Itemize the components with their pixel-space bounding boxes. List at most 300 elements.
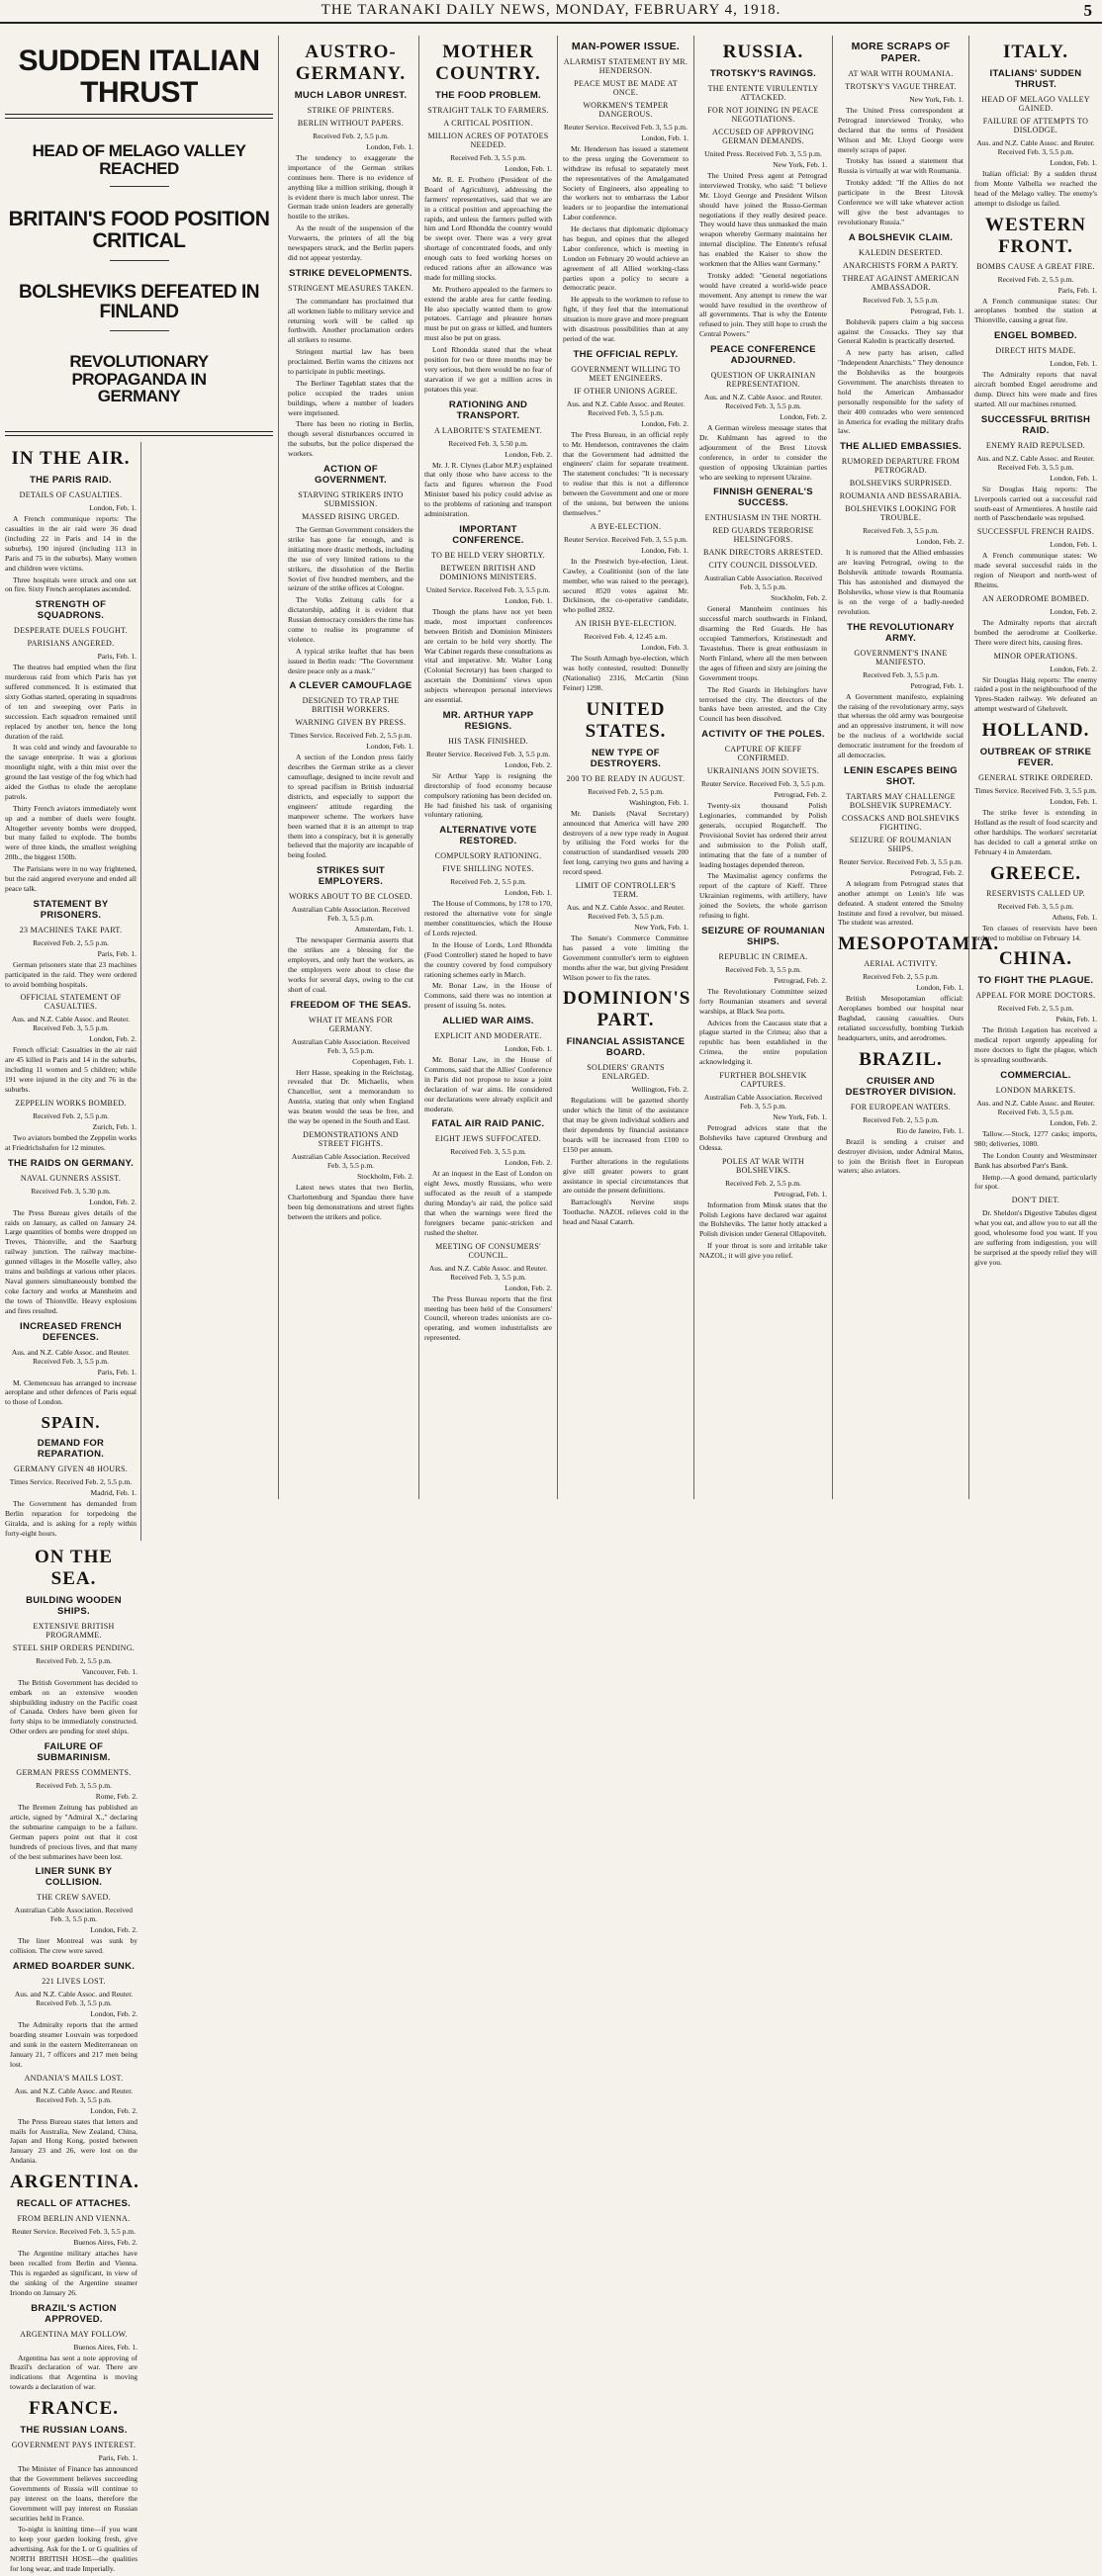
dateline: Athens, Feb. 1. xyxy=(1052,912,1097,922)
article-subhead: STRENGTH OF SQUADRONS. xyxy=(35,599,107,622)
article-subhead: FIVE SHILLING NOTES. xyxy=(442,864,534,874)
article-body: Mr. R. E. Prothero (President of the Board of Agriculture), addressing the farmers' representatives, said that we are in a critical position and approaching the rapids, and unless the farmers pulled with him and Lord Rhondda the country would be swept over. There was a very great shortage of concentrated foods, and only enough oats to feed working horses on reduced rations after an allowance was made for milling stocks. xyxy=(424,175,552,282)
dateline: London, Feb. 2. xyxy=(1050,606,1097,616)
article-body: The Revolutionary Committee seized forty Roumanian steamers and several warships, at Black Sea ports. xyxy=(699,986,827,1016)
article-body: Further alterations in the regulations give still greater powers to grant assistance in special circumstances that are outside the present definitions. xyxy=(563,1156,689,1196)
article-body: There has been no rioting in Berlin, though several disturbances occurred in the suburbs, but the police dispersed the workers. xyxy=(288,419,413,459)
article-body: M. Clemenceau has arranged to increase aeroplane and other defences of Paris equal to those of London. xyxy=(5,1377,137,1407)
article-subhead: ANDANIA'S MAILS LOST. xyxy=(24,2073,124,2083)
page-number: 5 xyxy=(1083,1,1092,20)
article-title: MOTHER COUNTRY. xyxy=(435,42,541,84)
article-title: ALTERNATIVE VOTE RESTORED. xyxy=(439,825,537,847)
article-subhead: COSSACKS AND BOLSHEVIKS FIGHTING. xyxy=(842,813,960,832)
article-body: Brazil is sending a cruiser and destroyer division, under Admiral Matos, to join the British fleet in European waters; also aviators. xyxy=(838,1136,964,1176)
column-scraps-of-paper xyxy=(833,36,1000,1499)
article-subhead: ITALIANS' SUDDEN THRUST. xyxy=(989,68,1082,90)
article-subhead: ROUMANIA AND BESSARABIA. xyxy=(839,491,963,501)
article-subhead: REPUBLIC IN CRIMEA. xyxy=(718,951,808,961)
article-body: Three hospitals were struck and one set on fire. Sixty French aeroplanes ascended. xyxy=(5,575,137,594)
article-subhead: SUCCESSFUL FRENCH RAIDS. xyxy=(976,527,1095,537)
article-body: The United Press correspondent at Petrograd interviewed Trotsky, who declared that the terms of President Wilson and Mr. Lloyd George were merely scraps of paper. xyxy=(838,106,964,154)
article-body: Italian official: By a sudden thrust from Monte Valbella we reached the head of the Melago valley. The enemy's attempt to dislodge us failed. xyxy=(974,169,1097,208)
dateline: London, Feb. 2. xyxy=(89,1034,137,1044)
credit-line: Received Feb. 3, 5.5 p.m. xyxy=(863,295,939,305)
article-body: Thirty French aviators immediately went up and a number of duels were fought. Altogether seventy bombs were dropped, but many failed to explode. The bombs were of three kinds, the smallest weighing 20lb., the biggest 150lb. xyxy=(5,803,137,862)
dateline: Petrograd, Feb. 2. xyxy=(774,975,827,985)
article-body: A telegram from Petrograd states that another attempt on Lenin's life was defeated. A student entered the Smolny Institute and fired a revolver, but missed. The student was arrested. xyxy=(838,878,964,928)
credit-line: Aus. and N.Z. Cable Assoc. and Reuter. Received Feb. 3, 5.5 p.m. xyxy=(566,902,686,921)
dateline: Petrograd, Feb. 1. xyxy=(910,680,964,690)
dateline: London, Feb. 3. xyxy=(641,643,689,653)
article-subhead: THE CREW SAVED. xyxy=(37,1893,111,1903)
article-title: WESTERN FRONT. xyxy=(984,214,1087,257)
article-subhead: RED GUARDS TERRORISE HELSINGFORS. xyxy=(712,526,814,545)
dateline: Paris, Feb. 1. xyxy=(97,652,137,662)
dateline: Pekin, Feb. 1. xyxy=(1056,1015,1097,1024)
article-subhead: ACCUSED OF APPROVING GERMAN DEMANDS. xyxy=(712,128,814,145)
article-subhead: GOVERNMENT PAYS INTEREST. xyxy=(11,2441,137,2450)
article-subhead: TROTSKY'S RAVINGS. xyxy=(709,68,817,79)
article-subhead: TO FIGHT THE PLAGUE. xyxy=(977,975,1094,987)
credit-line: Times Service. Received Feb. 2, 5.5 p.m. xyxy=(289,731,413,741)
column-1 xyxy=(0,36,279,2574)
article-body: Stringent martial law has been proclaimed. Berlin warns the citizens not to participate in public meetings. xyxy=(288,347,413,377)
article-subhead: DIRECT HITS MADE. xyxy=(995,346,1076,356)
article-body: The Admiralty reports that aircraft bombed the aerodrome at Coolkerke. There were direct hits, causing fires. xyxy=(974,617,1097,647)
advertisement: To-night is knitting time—if you want to keep your garden looking fresh, give advertising. Ask for the L or G qualities of NORTH BRITISH HOSE—the qualities for long wear, and trade Imperially. xyxy=(10,2525,138,2574)
dateline: Paris, Feb. 1. xyxy=(97,1367,137,1377)
article-body: The South Armagh bye-election, which was hotly contested, resulted: Donnelly (Nationalist) 2316, McCartin (Sinn Feiner) 1298. xyxy=(563,654,689,692)
article-subhead: EXPLICIT AND MODERATE. xyxy=(434,1031,542,1041)
article-body: At an inquest in the East of London on eight Jews, mostly Russians, who were suffocated as the result of a stampede during Monday's air raid, the police said that when the warnings were fired the foreigners became panic-stricken and rushed the shelter. xyxy=(424,1169,552,1237)
headline-3: BRITAIN'S FOOD POSITION CRITICAL xyxy=(8,207,270,252)
article-subhead: ALARMIST STATEMENT BY MR. HENDERSON. xyxy=(563,57,689,75)
article-subhead: ARGENTINA MAY FOLLOW. xyxy=(20,2329,128,2339)
credit-line: Received Feb. 2, 5.5 p.m. xyxy=(450,877,526,887)
credit-line: Received Feb. 2, 5.5 p.m. xyxy=(33,1110,109,1120)
article-title: AUSTRO-GERMANY. xyxy=(295,42,407,84)
dateline: London, Feb. 1. xyxy=(89,503,137,513)
dateline: Petrograd, Feb. 2. xyxy=(910,867,964,877)
divider xyxy=(110,186,169,187)
article-subhead: 23 MACHINES TAKE PART. xyxy=(19,925,123,934)
credit-line: Received Feb. 2, 5.5 p.m. xyxy=(33,937,109,947)
article-body: Hemp.—A good demand, particularly for spot. xyxy=(974,1172,1097,1192)
dateline: London, Feb. 1. xyxy=(1050,473,1097,483)
article-body: Petrograd advices state that the Bolsheviks have captured Orenburg and Odessa. xyxy=(699,1122,827,1152)
article-title: LENIN ESCAPES BEING SHOT. xyxy=(844,764,958,787)
masthead xyxy=(0,0,1102,24)
advertisement: Dr. Sheldon's Digestive Tabules digest what you eat, and allow you to eat all the good, wholesome food you want. If you are suffering from indigestion, you will be surprised at the speedy relief they will give you. xyxy=(974,1208,1097,1267)
article-subhead: BETWEEN BRITISH AND DOMINIONS MINISTERS. xyxy=(439,563,537,581)
article-subhead: 200 TO BE READY IN AUGUST. xyxy=(566,773,686,783)
article-title: INCREASED FRENCH DEFENCES. xyxy=(20,1320,122,1343)
credit-line: Received Feb. 2, 5.5 p.m. xyxy=(997,1004,1074,1014)
credit-line: United Press. Received Feb. 3, 5.5 p.m. xyxy=(704,149,822,158)
article-body: The Press Bureau reports that the first meeting has been held of the Consumers' Council, whereon trades unionists are co-operating, and women industrialists are represented. xyxy=(424,1293,552,1343)
article-body: Mr. Henderson has issued a statement to the press urging the Government to withdraw its refusal to separately meet the representatives of the Amalgamated Society of Engineers, also appealing to the workers not to embarrass the Labor leaders or to jeopardise the international Labor conference. xyxy=(563,144,689,222)
column-russia xyxy=(694,36,833,1499)
credit-line: Received Feb. 2, 5.5 p.m. xyxy=(36,1655,112,1665)
article-title: STATEMENT BY PRISONERS. xyxy=(33,898,109,921)
article-subhead: RESERVISTS CALLED UP. xyxy=(986,888,1085,898)
article-subhead: GOVERNMENT WILLING TO MEET ENGINEERS. xyxy=(571,364,681,383)
divider xyxy=(110,330,169,331)
article-subhead: DEMONSTRATIONS AND STREET FIGHTS. xyxy=(303,1129,399,1148)
article-subhead: MINOR OPERATIONS. xyxy=(993,651,1078,661)
article-title: STRIKE DEVELOPMENTS. xyxy=(289,267,413,279)
article-subhead: BOLSHEVIKS SURPRISED. xyxy=(849,479,953,489)
article-title: OFFICIAL STATEMENT OF CASUALTIES. xyxy=(20,993,122,1012)
dateline: London, Feb. 2. xyxy=(505,1158,552,1168)
article-subhead: SOLDIERS' GRANTS ENLARGED. xyxy=(587,1063,665,1082)
article-body: The Minister of Finance has announced that the Government believes succeeding Governments of Russia will continue to pay interest on the loans, therefore the Government will pay interest on Russian securities held in France. xyxy=(10,2464,138,2523)
article-title: MAN-POWER ISSUE. xyxy=(571,41,681,52)
credit-line: Received Feb. 2, 5.5 p.m. xyxy=(313,132,389,140)
article-subhead: LONDON MARKETS. xyxy=(995,1085,1076,1095)
dateline: New York, Feb. 1. xyxy=(773,160,827,169)
article-subhead: A CRITICAL POSITION. xyxy=(443,119,533,128)
article-subhead: GOVERNMENT'S INANE MANIFESTO. xyxy=(854,648,948,666)
article-subhead: THE RUSSIAN LOANS. xyxy=(20,2425,128,2437)
article-body: Bolshevik papers claim a big success against the Cossacks. They say that General Kaledin is practically deserted. xyxy=(838,316,964,346)
credit-line: Aus. and N.Z. Cable Assoc. and Reuter. Received Feb. 3, 5.5 p.m. xyxy=(11,1015,131,1033)
article-subhead: TO BE HELD VERY SHORTLY. xyxy=(431,550,545,560)
article-title: CHINA. xyxy=(998,948,1073,970)
credit-line: Times Service. Received Feb. 2, 5.5 p.m. xyxy=(9,1477,133,1487)
article-title: A BOLSHEVIK CLAIM. xyxy=(848,231,954,243)
main-headline: SUDDEN ITALIAN THRUST xyxy=(18,44,260,109)
credit-line: Aus. and N.Z. Cable Assoc. and Reuter. Received Feb. 3, 5.5 p.m. xyxy=(566,399,686,417)
dateline: London, Feb. 2. xyxy=(505,449,552,459)
article-title: ENGEL BOMBED. xyxy=(994,330,1077,342)
dateline: New York, Feb. 1. xyxy=(909,95,964,104)
article-body: As the result of the suspension of the Vorwaerts, the printers of all the big newspapers struck, and the Berlin papers did not appear yesterday. xyxy=(288,223,413,262)
article-body: The newspaper Germania asserts that the strikes are a blessing for the employers, and only hurt the workers, as the employers were about to close the works for several days, owing to the cut short of coal. xyxy=(288,935,413,994)
article-body: The House of Commons, by 178 to 170, restored the alternative vote for single member constituencies, which the House of Lords rejected. xyxy=(424,899,552,937)
credit-line: Reuter Service. Received Feb. 3, 5.5 p.m. xyxy=(564,123,688,132)
dateline: Petrograd, Feb. 1. xyxy=(910,306,964,315)
article-subhead: 221 LIVES LOST. xyxy=(42,1977,106,1987)
article-subhead: BOLSHEVIKS LOOKING FOR TROUBLE. xyxy=(845,504,957,523)
credit-line: Received Feb. 3, 5.5 p.m. xyxy=(863,669,939,679)
dateline: London, Feb. 1. xyxy=(505,164,552,173)
article-body: Sir Douglas Haig reports: The Liverpools carried out a successful raid south-east of Armentieres. A hostile raid north of Passchendaele was repulsed. xyxy=(974,484,1097,523)
article-body: Sir Douglas Haig reports: The enemy raided a post in the neighbourhood of the Ypres-Staden railway. We defeated an attempt westward of Gheluvelt. xyxy=(974,674,1097,714)
column-italy xyxy=(969,36,1102,1499)
subcolumn-air xyxy=(5,442,141,1541)
article-title: SEIZURE OF ROUMANIAN SHIPS. xyxy=(701,925,825,947)
article-subhead: ANARCHISTS FORM A PARTY. xyxy=(843,260,959,270)
article-title: SUCCESSFUL BRITISH RAID. xyxy=(980,413,1091,436)
article-subhead: MUCH LABOR UNREST. xyxy=(294,90,408,101)
article-subhead: DETAILS OF CASUALTIES. xyxy=(19,490,123,500)
article-body: Lord Rhondda stated that the wheat position for two or three months may be very serious, but there would be no fear of starvation if we got a million acres in potatoes this year. xyxy=(424,345,552,394)
article-body: The Admiralty reports that naval aircraft bombed Engel aerodrome and dump. Direct hits were made and fires started. All our machines returned. xyxy=(974,370,1097,408)
article-body: The Press Bureau states that letters and mails for Australia, New Zealand, China, Japan and Hong Kong, posted between January 23 and 26, were lost on the Andania. xyxy=(10,2116,138,2166)
dateline: New York, Feb. 1. xyxy=(773,1111,827,1121)
credit-line: Received Feb. 2, 5.5 p.m. xyxy=(588,786,664,796)
article-title: IN THE AIR. xyxy=(11,448,131,470)
article-subhead: TROTSKY'S VAGUE THREAT. xyxy=(845,82,957,91)
article-title: IMPORTANT CONFERENCE. xyxy=(452,523,524,546)
article-body: The Press Bureau, in an official reply to Mr. Henderson, contravenes the claim that the Government had admitted the engineers' claim for separate treatment. The statement concludes: "It is necessary to realise that this is not a difference between the Government and one or more of the unions, but between the unions themselves." xyxy=(563,429,689,517)
dateline: London, Feb. 1. xyxy=(641,133,689,142)
credit-line: Received Feb. 4, 12.45 a.m. xyxy=(584,632,668,642)
article-title: SPAIN. xyxy=(41,1413,101,1433)
article-subhead: DESPERATE DUELS FOUGHT. xyxy=(14,626,128,636)
credit-line: Reuter Service. Received Feb. 3, 5.5 p.m. xyxy=(839,856,963,866)
article-body: Two aviators bombed the Zeppelin works at Friedrichshafen for 12 minutes. xyxy=(5,1132,137,1152)
article-title: ARGENTINA. xyxy=(10,2172,139,2193)
article-title: BRAZIL. xyxy=(859,1048,943,1070)
credit-line: Australian Cable Association. Received Feb. 3, 5.5 p.m. xyxy=(291,1036,411,1055)
article-subhead: AN IRISH BYE-ELECTION. xyxy=(575,619,677,629)
article-body: The commandant has proclaimed that all workmen liable to military service and returning work will be called up forthwith. Another proclamation orders all strikers to resume. xyxy=(288,296,413,345)
article-subhead: THE FOOD PROBLEM. xyxy=(435,90,541,101)
dateline: London, Feb. 2. xyxy=(1050,664,1097,673)
article-title: COMMERCIAL. xyxy=(1000,1069,1071,1081)
article-title: THE RAIDS ON GERMANY. xyxy=(7,1157,135,1169)
article-subhead: RECALL OF ATTACHES. xyxy=(16,2198,132,2210)
article-title: FAILURE OF SUBMARINISM. xyxy=(37,1741,111,1764)
dateline: London, Feb. 1. xyxy=(505,595,552,605)
article-subhead: OUTBREAK OF STRIKE FEVER. xyxy=(979,747,1092,769)
credit-line: Australian Cable Association. Received Feb. 3, 5.5 p.m. xyxy=(703,574,823,592)
article-body: The strike fever is extending in Holland as the result of food scarcity and other hardships. The workers' secretariat has decided to call a general strike on February 4 in Amsterdam. xyxy=(974,808,1097,856)
article-body: A section of the London press fairly describes the German strike as a clever camouflage, designed to incite revolt and to spread pacifism in British industrial districts, and especially to support the engineers' attitude regarding the manpower scheme. The workers have been warned that it is an attempt to trap them into a conspiracy, but it is generally believed that the majority are incapable of being fooled. xyxy=(288,753,413,860)
dateline: Madrid, Feb. 1. xyxy=(90,1488,137,1498)
dateline: Paris, Feb. 1. xyxy=(97,948,137,958)
article-subhead: WARNING GIVEN BY PRESS. xyxy=(295,718,407,728)
credit-line: United Service. Received Feb. 3, 5.5 p.m. xyxy=(425,584,551,594)
dateline: Buenos Aires, Feb. 2. xyxy=(73,2238,138,2248)
dateline: Stockholm, Feb. 2. xyxy=(771,593,827,603)
article-subhead: RUMORED DEPARTURE FROM PETROGRAD. xyxy=(841,457,961,476)
article-body: Argentina has sent a note approving of Brazil's declaration of war. There are indications that Argentina is moving towards a declaration of war. xyxy=(10,2353,138,2392)
article-title: BRAZIL'S ACTION APPROVED. xyxy=(31,2302,117,2325)
article-body: Mr. J. R. Clynes (Labor M.P.) explained that only those who have access to the facts and figures whereon the Food Minister based his policy could advise as to the problems of rationing and transport administration. xyxy=(424,460,552,519)
article-subhead: LIMIT OF CONTROLLER'S TERM. xyxy=(575,880,677,899)
article-title: RUSSIA. xyxy=(722,42,804,62)
article-body: A Government manifesto, explaining the raising of the revolutionary army, says that whereas the old army was bourgeoise and an oppressive instrument, it will now be the nucleus of a worldwide social democratic instrument for the freedom of all democracies. xyxy=(838,691,964,759)
dateline: London, Feb. 2. xyxy=(90,1925,138,1935)
advertisement: Barraclough's Nervine stops Toothache. NAZOL relieves cold in the head and Nasal Catarrh. xyxy=(563,1198,689,1227)
article-subhead: UKRAINIANS JOIN SOVIETS. xyxy=(706,766,820,776)
article-subhead: STARVING STRIKERS INTO SUBMISSION. xyxy=(298,490,404,509)
article-subhead: FAILURE OF ATTEMPTS TO DISLODGE. xyxy=(982,117,1089,134)
article-subhead: BOMBS CAUSE A GREAT FIRE. xyxy=(976,261,1095,271)
article-body: Regulations will be gazetted shortly under which the limit of the assistance that may be given individual soldiers and their dependents by financial assistance boards will be increased from £100 to £150 per annum. xyxy=(563,1096,689,1154)
article-subhead: WORKS ABOUT TO BE CLOSED. xyxy=(288,892,413,902)
dateline: London, Feb. 2. xyxy=(90,2105,138,2115)
credit-line: Reuter Service. Received Feb. 3, 5.5 p.m. xyxy=(564,534,688,544)
credit-line: Received Feb. 3, 5.50 p.m. xyxy=(448,438,528,448)
article-title: DOMINION'S PART. xyxy=(563,988,691,1031)
article-subhead: STRIKE OF PRINTERS. xyxy=(307,106,395,115)
article-body: Herr Hasse, speaking in the Reichstag, revealed that Dr. Michaelis, when Chancellor, sent a memorandum to Austria, stating that only when England was beaten would the seas be free, and the way be opened in the South and East. xyxy=(288,1067,413,1125)
article-subhead: MEETING OF CONSUMERS' COUNCIL. xyxy=(435,1241,541,1260)
article-subhead: EIGHT JEWS SUFFOCATED. xyxy=(434,1134,542,1144)
credit-line: Aus. and N.Z. Cable Assoc. and Reuter. Received Feb. 3, 5.5 p.m. xyxy=(703,393,823,411)
dateline: Vancouver, Feb. 1. xyxy=(81,1666,138,1676)
newspaper-title: THE TARANAKI DAILY NEWS, MONDAY, FEBRUARY 4, 1918. xyxy=(321,2,781,18)
article-body: The Government has demanded from Berlin reparation for torpedoing the Giralda, and is asking for a reply within forty-eight hours. xyxy=(5,1499,137,1538)
article-subhead: HIS TASK FINISHED. xyxy=(448,736,528,746)
article-body: The liner Montreal was sunk by collision. The crew were saved. xyxy=(10,1936,138,1956)
article-body: The Red Guards in Helsingfors have terrorised the city. The directors of the banks have been arrested, and the City Council has been dissolved. xyxy=(699,684,827,724)
article-body: The Bremen Zeitung has published an article, signed by "Admiral X.," declaring the submarine campaign to be a failure. German papers point out that it cost hundreds of precious lives, and that many of the best submarines have been lost. xyxy=(10,1803,138,1861)
article-subhead: CRUISER AND DESTROYER DIVISION. xyxy=(845,1075,957,1098)
dateline: Zurich, Feb. 1. xyxy=(92,1121,137,1131)
article-subhead: FOR NOT JOINING IN PEACE NEGOTIATIONS. xyxy=(707,106,819,124)
article-title: THE ALLIED EMBASSIES. xyxy=(839,441,963,453)
credit-line: Australian Cable Association. Received Feb. 3, 5.5 p.m. xyxy=(291,1151,411,1170)
dateline: London, Feb. 2. xyxy=(89,1197,137,1206)
article-body: Sir Arthur Yapp is resigning the directorship of food economy because compulsory rationing has been decided on. He had finished his task of organising voluntary rationing. xyxy=(424,770,552,820)
credit-line: Aus. and N.Z. Cable Assoc. and Reuter. Received Feb. 3, 5.5 p.m. xyxy=(14,2086,134,2104)
article-body: The British Government has decided to embark on an extensive wooden shipbuilding industry on the Pacific coast of Canada. Orders have been given for forty ships to be immediately constructed. Other orders are pending for steel ships. xyxy=(10,1677,138,1736)
dateline: London, Feb. 2. xyxy=(780,412,827,422)
article-title: ITALY. xyxy=(1002,42,1069,62)
credit-line: Reuter Service. Received Feb. 3, 5.5 p.m. xyxy=(12,2227,136,2237)
column-man-power xyxy=(558,36,694,1499)
credit-line: Australian Cable Association. Received Feb. 3, 5.5 p.m. xyxy=(291,905,411,924)
article-subhead: GERMAN PRESS COMMENTS. xyxy=(16,1768,132,1778)
dateline: London, Feb. 2. xyxy=(1050,1117,1097,1127)
dateline: London, Feb. 2. xyxy=(90,2009,138,2019)
article-body: Trotsky added: "If the Allies do not participate in the Brest Litovsk Conference we will take whatever action will give the best advantages to revolutionary Russia." xyxy=(838,178,964,226)
article-body: Latest news states that two Berlin, Charlottenburg and Spandau there have been big demonstrations and street fights between the strikers and police. xyxy=(288,1182,413,1221)
article-title: GREECE. xyxy=(990,862,1081,884)
article-subhead: MASSED RISING URGED. xyxy=(302,512,400,522)
article-title: A CLEVER CAMOUFLAGE xyxy=(289,680,413,692)
article-subhead: STRAIGHT TALK TO FARMERS. xyxy=(427,106,549,115)
article-subhead: PEACE MUST BE MADE AT ONCE. xyxy=(574,79,678,97)
article-title: PEACE CONFERENCE ADJOURNED. xyxy=(710,344,816,367)
article-body: The United Press agent at Petrograd interviewed Trotsky, who said: "I believe Mr. Lloyd George and President Wilson should have joined the Russo-German negotiations if they really desired peace. They would have thus unmasked the main weapon whereby Germany maintains her internal discipline. The Entente's refusal has enabled the Kaiser to show the workmen that the Allies want Germany." xyxy=(699,171,827,269)
headline-4: BOLSHEVIKS DEFEATED IN FINLAND xyxy=(18,281,260,322)
article-body: The tendency to exaggerate the importance of the German strikes continues here. There is no evidence of anything like a million striking, though it is evident there is much labor unrest. The German trade union leaders are generally hostile to the strikes. xyxy=(288,153,413,222)
article-subhead: THE ENTENTE VIRULENTLY ATTACKED. xyxy=(707,84,819,102)
credit-line: Received Feb. 3, 5.5 p.m. xyxy=(725,964,801,974)
dateline: Buenos Aires, Feb. 1. xyxy=(73,2342,138,2352)
dateline: London, Feb. 2. xyxy=(916,537,964,547)
credit-line: Received Feb. 3, 5.5 p.m. xyxy=(450,1147,526,1157)
article-title: THE REVOLUTIONARY ARMY. xyxy=(847,621,955,644)
credit-line: Aus. and N.Z. Cable Assoc. and Reuter. Received Feb. 3, 5.5 p.m. xyxy=(11,1347,131,1366)
article-title: ZEPPELIN WORKS BOMBED. xyxy=(15,1098,127,1108)
divider xyxy=(5,114,273,119)
article-body: Ten classes of reservists have been ordered to mobilise on February 14. xyxy=(974,923,1097,942)
article-subhead: WORKMEN'S TEMPER DANGEROUS. xyxy=(583,101,669,119)
article-body: A French communique reports: The casualties in the air raid were 36 dead (including 22 in Paris and 14 in the suburbs), 190 injured (including 113 in Paris and 75 in the suburbs). Many women and children were victims. xyxy=(5,514,137,573)
article-title: FATAL AIR RAID PANIC. xyxy=(431,1118,545,1130)
dateline: Copenhagen, Feb. 1. xyxy=(352,1056,413,1066)
article-body: Mr. Bonar Law, in the House of Commons, said there was no intention at present of issuing 5s. notes. xyxy=(424,981,552,1011)
article-title: STRIKES SUIT EMPLOYERS. xyxy=(316,865,386,888)
credit-line: Aus. and N.Z. Cable Assoc. and Reuter. Received Feb. 3, 5.5 p.m. xyxy=(976,453,1095,472)
credit-line: Received Feb. 3, 5.5 p.m. xyxy=(36,1781,112,1791)
dateline: London, Feb. 2. xyxy=(505,1283,552,1292)
subcolumn-sea xyxy=(5,1541,138,2576)
article-body: Tallow.—Stock, 1277 casks; imports, 980; deliveries, 1080. xyxy=(974,1128,1097,1148)
article-body: Trotsky has issued a statement that Russia is virtually at war with Roumania. xyxy=(838,156,964,176)
article-body: A French communique states: We made several successful raids in the region of Nieuport and north-west of Rheims. xyxy=(974,551,1097,590)
article-body: In the Prestwich bye-election, Lieut. Cawley, a Coalitionist (son of the late member, who was raised to the peerage), secured 8520 votes against Mr. Dickinson, the co-operative candidate, who polled 2832. xyxy=(563,556,689,615)
dateline: London, Feb. 1. xyxy=(1050,797,1097,807)
article-subhead: SEIZURE OF ROUMANIAN SHIPS. xyxy=(850,835,952,853)
credit-line: Times Service. Received Feb. 3, 5.5 p.m. xyxy=(974,786,1097,796)
dateline: London, Feb. 1. xyxy=(505,888,552,898)
article-subhead: CITY COUNCIL DISSOLVED. xyxy=(708,561,818,571)
article-body: The theatres had emptied when the first murderous raid from which Paris has yet suffered commenced. It is estimated that sixty Gothas started, operating in squadrons of ten and sweeping over Paris in succession. Each squadron remained until replaced by another ten, hence the long duration of the raid. xyxy=(5,663,137,741)
credit-line: Received Feb. 3, 5.5 p.m. xyxy=(863,526,939,536)
article-subhead: NEW TYPE OF DESTROYERS. xyxy=(590,747,662,769)
article-title: MESOPOTAMIA. xyxy=(838,933,1000,955)
article-body: French official: Casualties in the air raid are 45 killed in Paris and 14 in the suburbs, including 11 women and 5 children; while 191 were injured in the city and 76 in the suburbs. xyxy=(5,1045,137,1095)
article-title: FRANCE. xyxy=(29,2398,119,2420)
article-body: A typical strike leaflet that has been issued in Berlin reads: "The Government desire peace only as a mask." xyxy=(288,646,413,675)
article-subhead: POLES AT WAR WITH BOLSHEVIKS. xyxy=(721,1156,805,1175)
dateline: Amsterdam, Feb. 1. xyxy=(354,925,413,934)
article-body: The British Legation has received a medical report urgently appealing for more doctors to fight the plague, which is spreading southwards. xyxy=(974,1025,1097,1065)
article-body: Mr. Bonar Law, in the House of Commons, said that the Allies' Conference in Paris did not propose to issue a joint declaration of war aims. He considered our declarations were already explicit and moderate. xyxy=(424,1055,552,1113)
dateline: Paris, Feb. 1. xyxy=(98,2453,138,2463)
dateline: London, Feb. 2. xyxy=(505,759,552,769)
article-subhead: STRINGENT MEASURES TAKEN. xyxy=(288,283,413,293)
article-body: The Argentine military attaches have been recalled from Berlin and Vienna. This is regarded as significant, in view of the sinking of the Argentine steamer Iriondo on January 26. xyxy=(10,2249,138,2297)
article-body: A French communique states: Our aeroplanes bombed the station at Thionville, causing a great fire. xyxy=(974,296,1097,325)
article-body: Information from Minsk states that the Polish Legions have declared war against the Bolsheviks. The latter hotly attacked a Polish division under General Ollapoviteh. xyxy=(699,1199,827,1239)
article-body: A new party has arisen, called "Independent Anarchists." They denounce the Bolsheviks as the bourgeois Government. The anarchists threaten to hold the American Ambassador personally responsible for the safety of their 400 comrades who were sentenced in America for evading the military drafts law. xyxy=(838,348,964,436)
article-subhead: BERLIN WITHOUT PAPERS. xyxy=(297,119,405,128)
dateline: Stockholm, Feb. 2. xyxy=(357,1171,413,1181)
article-body: Mr. Prothero appealed to the farmers to extend the arable area for cattle feeding. He also specially wanted them to grow potatoes. Carriage and pleasure horses must be put on grass or killed, and hunters must also be put on grass. xyxy=(424,284,552,343)
credit-line: Received Feb. 3, 5.5 p.m. xyxy=(997,901,1074,911)
article-title: ALLIED WAR AIMS. xyxy=(442,1016,534,1027)
article-body: The Parisians were in no way frightened, but the raid angered everyone and ended all peace talk. xyxy=(5,864,137,893)
article-body: Twenty-six thousand Polish Legionaries, commanded by Polish generals, occupied Rogatcheff. The Provisional Soviet has ordered their arrest and submission to the Polish staff, intimating that the fate of a number of leading hostages depended thereon. xyxy=(699,801,827,869)
article-title: RATIONING AND TRANSPORT. xyxy=(448,399,528,421)
article-subhead: DEMAND FOR REPARATION. xyxy=(37,1438,105,1461)
article-subhead: TARTARS MAY CHALLENGE BOLSHEVIK SUPREMACY. xyxy=(846,791,956,810)
credit-line: Australian Cable Association. Received Feb. 3, 5.5 p.m. xyxy=(14,1906,134,1924)
article-subhead: DON'T DIET. xyxy=(1011,1196,1060,1205)
article-title: UNITED STATES. xyxy=(585,698,667,742)
dateline: London, Feb. 1. xyxy=(641,545,689,555)
article-subhead: QUESTION OF UKRAINIAN REPRESENTATION. xyxy=(710,371,816,390)
article-subhead: AT WAR WITH ROUMANIA. xyxy=(848,69,954,78)
dateline: London, Feb. 1. xyxy=(366,142,413,151)
article-body: He declares that diplomatic diplomacy has begun, and opines that the alleged Labor conference, which is meeting in London on February 20 would achieve an agreement of all Allied working-class parties upon a policy to secure a democratic peace. xyxy=(563,224,689,293)
article-subhead: IF OTHER UNIONS AGREE. xyxy=(574,386,678,396)
column-mother-country xyxy=(419,36,558,1499)
article-title: MORE SCRAPS OF PAPER. xyxy=(851,41,951,64)
article-subhead: STEEL SHIP ORDERS PENDING. xyxy=(12,1643,136,1652)
divider xyxy=(110,260,169,261)
article-body: He appeals to the workmen to refuse to fight, if they feel that the international situation is more grave and more pregnant with disastrous possibilities than at any period of the war. xyxy=(563,295,689,343)
article-body: Advices from the Caucasus state that a plague started in the Crimea; also that a republic has been established in the Crimea, the entire population acknowledging it. xyxy=(699,1018,827,1067)
credit-line: Aus. and N.Z. Cable Assoc. and Reuter. Received Feb. 3, 5.5 p.m. xyxy=(428,1263,548,1282)
article-subhead: MILLION ACRES OF POTATOES NEEDED. xyxy=(427,132,549,149)
article-subhead: BANK DIRECTORS ARRESTED. xyxy=(702,548,824,558)
article-subhead: GERMANY GIVEN 48 HOURS. xyxy=(13,1465,129,1474)
article-subhead: A BYE-ELECTION. xyxy=(590,521,662,531)
article-body: General Mannheim continues his successful march southwards in Finland, disarming the Red Guards. He has occupied Tammerfors, Kristinestadt and Tavastehus. There is great enthusiasm in North Finland, where all the men between the ages of fifteen and sixty are joining the Government troops. xyxy=(699,604,827,682)
article-title: ACTION OF GOVERNMENT. xyxy=(315,464,387,487)
article-body: The Press Bureau gives details of the raids on January, as called on January 24. Large quantities of bombs were dropped on Treves, Thionville, and the Saarburg railway junction. The railway machine-gunned villages in the Moselle valley, also trains and buildings at various other places. Naval gunners simultaneously bombed the coke factory and works at Mannheim and the town of Thionville. Heavy explosions and fires resulted. xyxy=(5,1207,137,1315)
